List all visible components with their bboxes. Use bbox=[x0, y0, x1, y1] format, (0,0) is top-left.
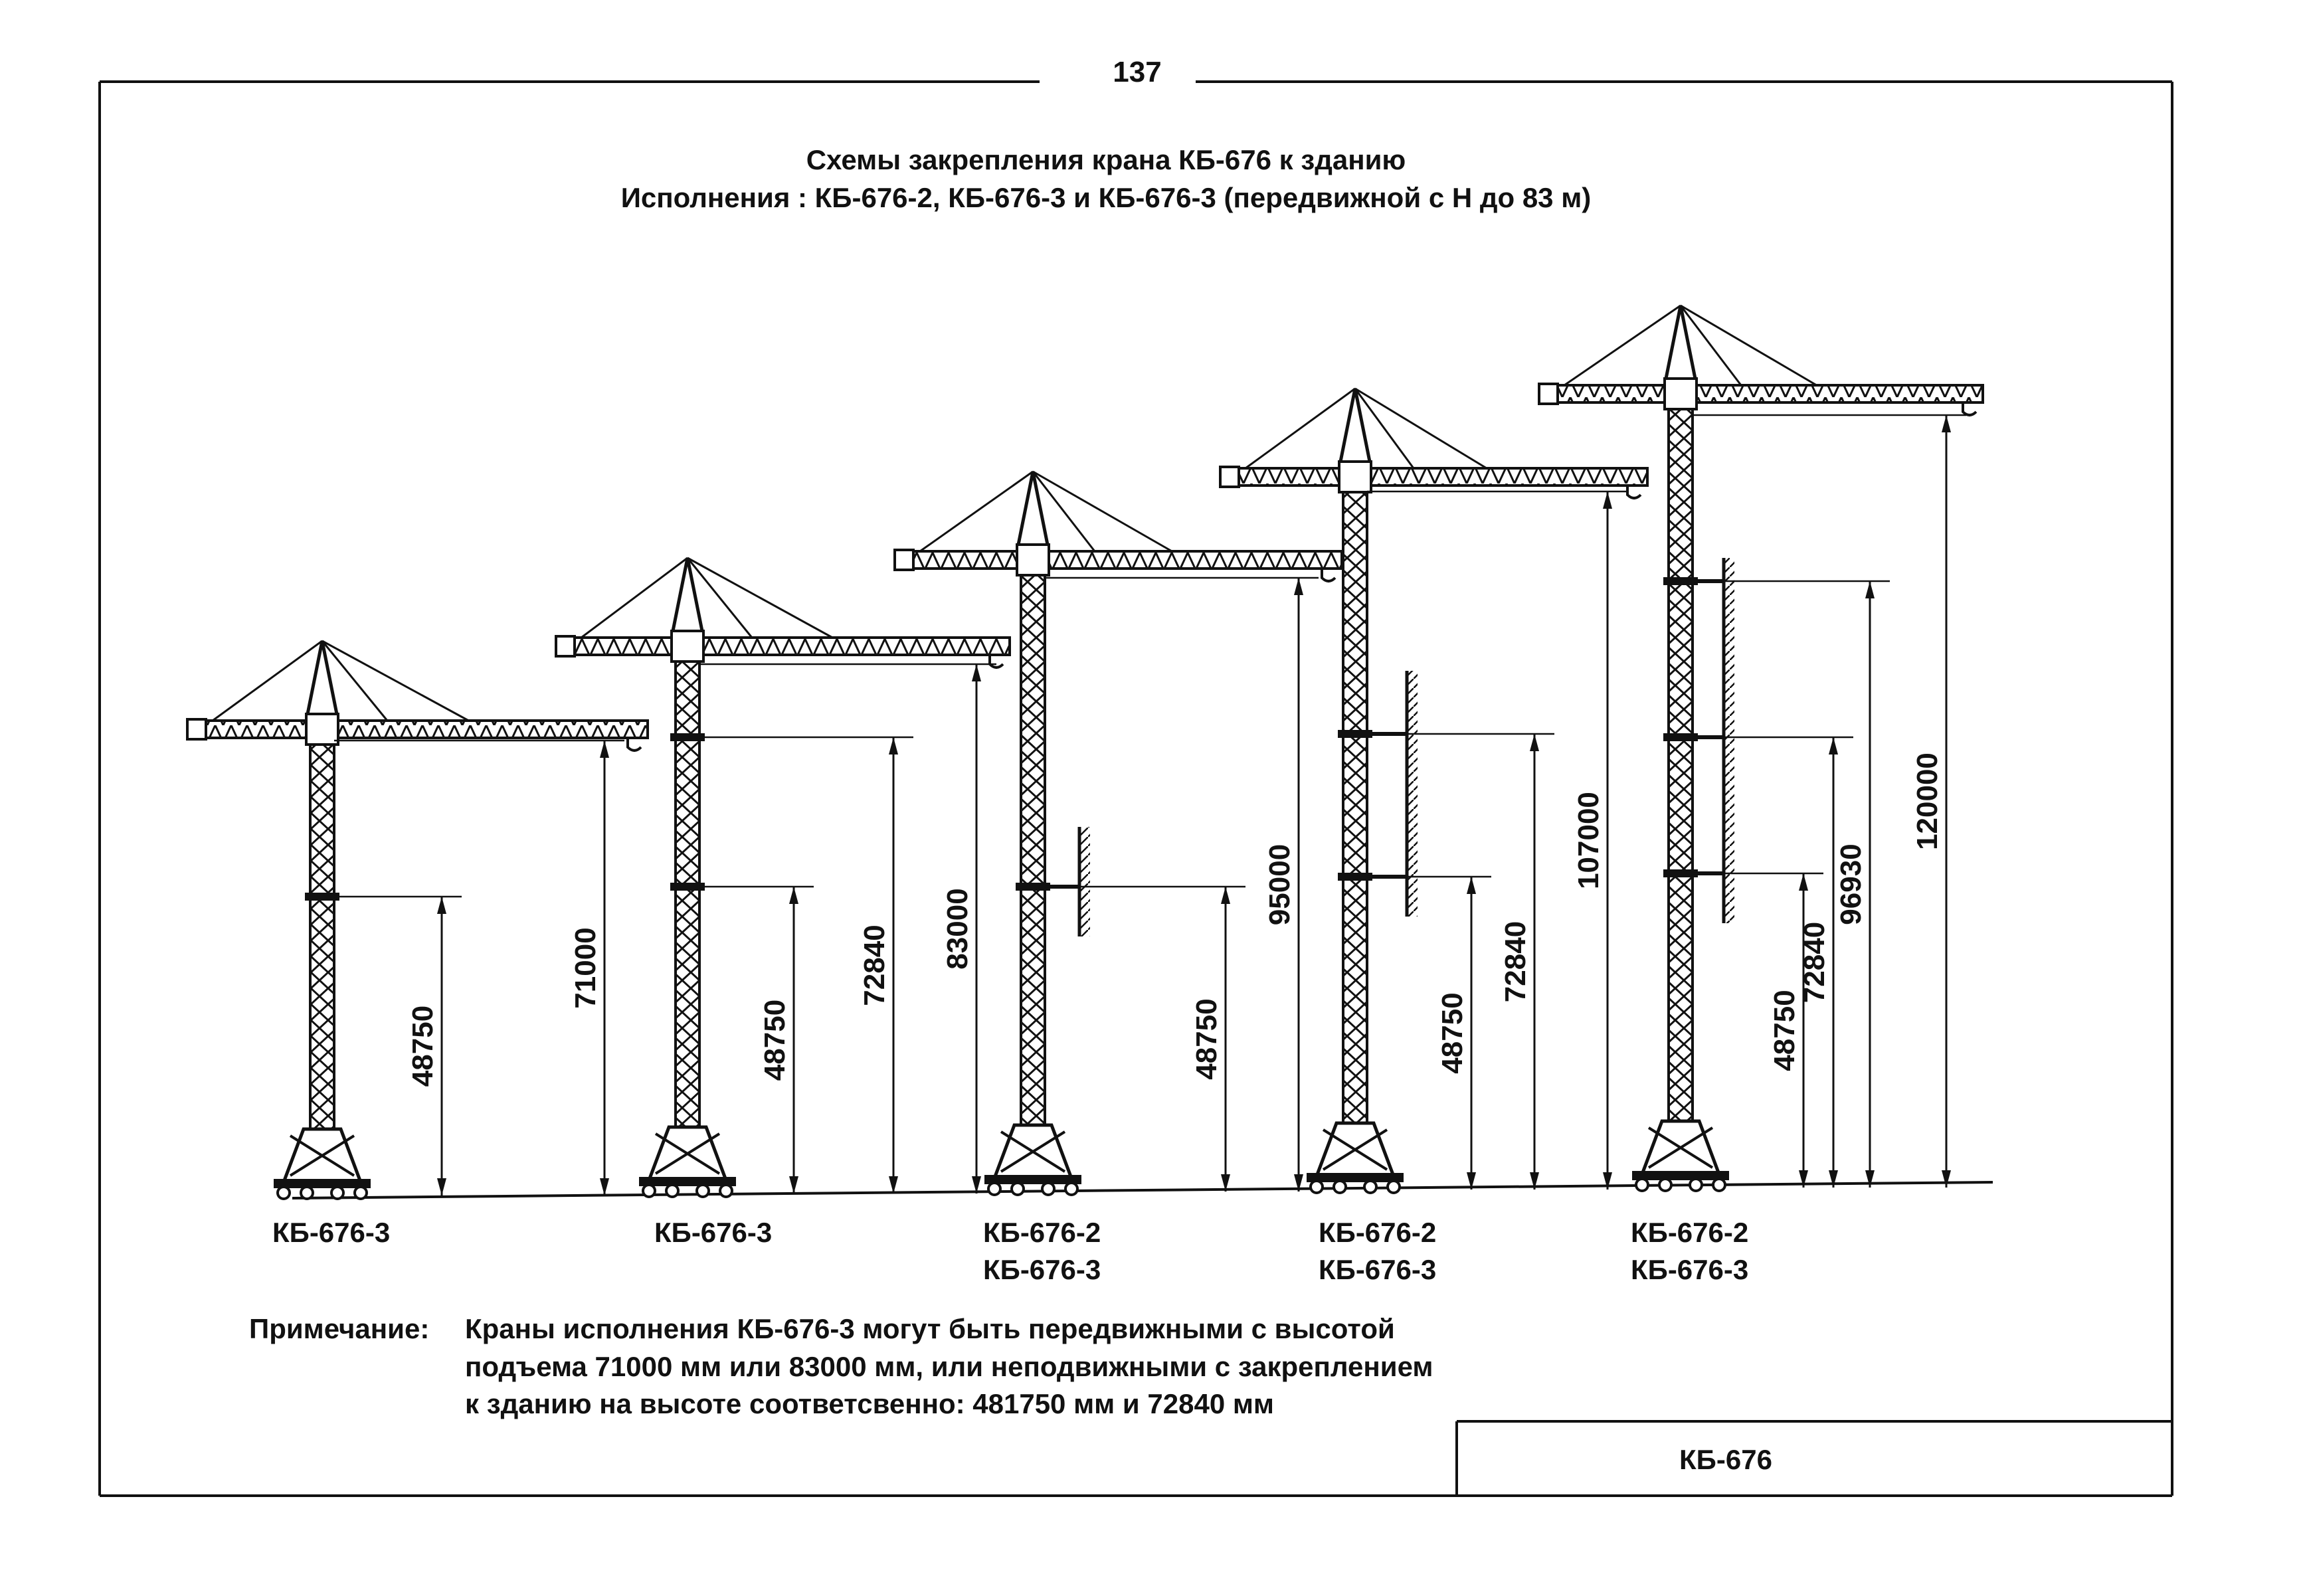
height-dimension bbox=[1693, 737, 1853, 1188]
height-dimension bbox=[1367, 877, 1491, 1190]
crane-label: КБ-676-2 bbox=[1319, 1217, 1437, 1248]
pendant-rope bbox=[213, 641, 322, 721]
crane-2 bbox=[556, 558, 1010, 1248]
wheel bbox=[1636, 1179, 1648, 1191]
counterweight bbox=[556, 636, 575, 656]
cabin bbox=[1339, 462, 1371, 492]
dimension-value: 95000 bbox=[1263, 843, 1296, 926]
wheel bbox=[1042, 1183, 1054, 1195]
wall-hatch bbox=[1079, 827, 1090, 936]
crane-label: КБ-676-3 bbox=[654, 1217, 773, 1248]
jib bbox=[561, 638, 1010, 655]
wheel bbox=[331, 1187, 343, 1199]
hook bbox=[1627, 486, 1641, 498]
crane-label: КБ-676-2 bbox=[983, 1217, 1101, 1248]
cabin bbox=[306, 714, 338, 745]
note-line-2: подъема 71000 мм или 83000 мм, или неподвижными с закреплением bbox=[465, 1351, 1433, 1382]
crane-label: КБ-676-3 bbox=[1319, 1254, 1437, 1285]
pendant-rope bbox=[1033, 472, 1172, 551]
tower-head bbox=[1018, 472, 1048, 545]
hook bbox=[1322, 569, 1335, 581]
dimension-value: 48750 bbox=[759, 999, 791, 1081]
note-line-3: к зданию на высоте соответсвенно: 481750 мм и 72840 мм bbox=[465, 1388, 1274, 1419]
jib bbox=[193, 721, 648, 738]
cranes-layer bbox=[187, 306, 1983, 1285]
pendant-rope bbox=[920, 472, 1033, 551]
wheel bbox=[301, 1187, 313, 1199]
crane-label: КБ-676-3 bbox=[1631, 1254, 1749, 1285]
height-dimension bbox=[1693, 873, 1823, 1188]
height-dimension bbox=[699, 887, 814, 1194]
dimension-value: 107000 bbox=[1572, 792, 1605, 889]
dimension-value: 72840 bbox=[858, 925, 891, 1006]
crane-label: КБ-676-2 bbox=[1631, 1217, 1749, 1248]
crane-3 bbox=[895, 472, 1342, 1285]
pendant-rope bbox=[322, 641, 469, 721]
crane-label: КБ-676-3 bbox=[983, 1254, 1101, 1285]
cabin bbox=[1665, 379, 1697, 409]
dimension-value: 96930 bbox=[1835, 843, 1867, 925]
tower-head bbox=[1340, 389, 1370, 462]
wheel bbox=[1311, 1181, 1323, 1193]
wheel bbox=[720, 1185, 732, 1197]
stamp-text: КБ-676 bbox=[1679, 1444, 1772, 1475]
mast bbox=[1021, 551, 1045, 1125]
counterweight bbox=[1220, 467, 1239, 487]
wheel bbox=[697, 1185, 709, 1197]
crane-bogie bbox=[984, 1175, 1081, 1184]
wheel bbox=[666, 1185, 678, 1197]
pendant-rope bbox=[688, 558, 832, 638]
wheel bbox=[1364, 1181, 1376, 1193]
dimension-value: 72840 bbox=[1798, 921, 1831, 1004]
counterweight bbox=[895, 550, 913, 570]
mast bbox=[310, 721, 334, 1129]
jib bbox=[1544, 385, 1983, 402]
counterweight bbox=[187, 719, 206, 739]
wheel bbox=[988, 1183, 1000, 1195]
mast bbox=[1669, 385, 1693, 1121]
height-dimension bbox=[1367, 734, 1554, 1190]
title-line-1: Схемы закрепления крана КБ-676 к зданию bbox=[806, 144, 1406, 175]
pendant-rope bbox=[581, 558, 688, 638]
height-dimension bbox=[1045, 887, 1245, 1192]
wheel bbox=[1690, 1179, 1702, 1191]
dimension-value: 72840 bbox=[1499, 921, 1532, 1003]
mast bbox=[1343, 468, 1367, 1123]
hook bbox=[628, 738, 641, 751]
ground-line bbox=[292, 1182, 1993, 1198]
pendant-rope bbox=[1564, 306, 1681, 385]
wheel bbox=[1713, 1179, 1725, 1191]
hook bbox=[1963, 402, 1976, 415]
jib bbox=[900, 551, 1342, 569]
pendant-rope bbox=[1681, 306, 1817, 385]
wall-hatch bbox=[1407, 671, 1418, 917]
tower-head bbox=[673, 558, 702, 631]
crane-bogie bbox=[639, 1177, 736, 1186]
height-dimension bbox=[334, 741, 624, 1196]
mast bbox=[676, 638, 699, 1127]
crane-bogie bbox=[1632, 1171, 1729, 1180]
dimension-value: 48750 bbox=[1768, 990, 1801, 1071]
crane-1 bbox=[187, 641, 648, 1248]
counterweight bbox=[1539, 384, 1558, 404]
crane-5 bbox=[1539, 306, 1983, 1285]
tower-head bbox=[1666, 306, 1695, 379]
dimension-value: 48750 bbox=[407, 1005, 439, 1087]
wheel bbox=[1334, 1181, 1346, 1193]
wheel bbox=[1659, 1179, 1671, 1191]
stamp-box bbox=[1457, 1421, 2172, 1496]
wall-hatch bbox=[1724, 558, 1734, 923]
page-number: 137 bbox=[1113, 56, 1162, 88]
note-line-1: Краны исполнения КБ-676-3 могут быть передвижными с высотой bbox=[465, 1313, 1395, 1344]
cabin bbox=[1017, 545, 1049, 575]
wheel bbox=[1388, 1181, 1400, 1193]
crane-label: КБ-676-3 bbox=[272, 1217, 391, 1248]
wheel bbox=[355, 1187, 367, 1199]
note-label: Примечание: bbox=[249, 1313, 430, 1344]
dimension-value: 48750 bbox=[1190, 998, 1223, 1080]
dimension-value: 71000 bbox=[569, 927, 602, 1009]
wheel bbox=[1065, 1183, 1077, 1195]
crane-bogie bbox=[1307, 1173, 1404, 1182]
dimension-value: 48750 bbox=[1436, 992, 1469, 1074]
height-dimension bbox=[699, 737, 913, 1194]
height-dimension bbox=[334, 897, 462, 1196]
dimension-value: 83000 bbox=[941, 888, 974, 970]
sheet-frame bbox=[100, 82, 2172, 1496]
crane-bogie bbox=[274, 1179, 371, 1188]
pendant-rope bbox=[1245, 389, 1355, 468]
pendant-rope bbox=[1355, 389, 1487, 468]
dimension-value: 120000 bbox=[1911, 753, 1944, 850]
jib bbox=[1226, 468, 1647, 486]
hook bbox=[990, 655, 1003, 667]
crane-4 bbox=[1220, 389, 1647, 1285]
wheel bbox=[643, 1185, 655, 1197]
cabin bbox=[672, 631, 703, 662]
height-dimension bbox=[699, 664, 996, 1194]
title-line-2: Исполнения : КБ-676-2, КБ-676-3 и КБ-676-3 (передвижной с Н до 83 м) bbox=[620, 182, 1592, 213]
wheel bbox=[278, 1187, 290, 1199]
wheel bbox=[1012, 1183, 1024, 1195]
